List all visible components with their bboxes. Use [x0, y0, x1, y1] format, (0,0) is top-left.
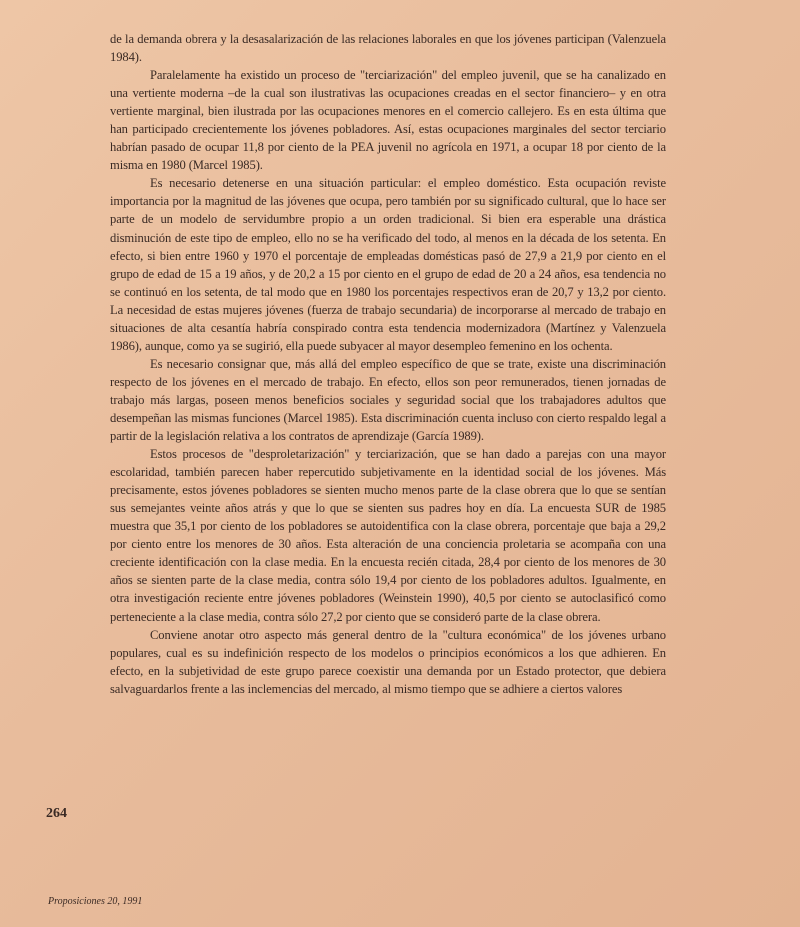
body-text — [110, 30, 666, 698]
paragraph: Estos procesos de "desproletarización" y terciarización, que se han dado a parejas con una mayor escolaridad, también parecen haber repercutido subjetivamente en la identidad social de los jóvenes. Más precisamente, estos jóvenes pobladores se sienten mucho menos parte de la clase obrera que lo que se sentían sus semejantes veinte años atrás y que lo que se sienten sus padres hoy en día. La encuesta SUR de 1985 muestra que 35,1 por ciento de los pobladores se autoidentifica con la clase obrera, porcentaje que baja a 29,2 por ciento entre los menores de 30 años. Esta alteración de una conciencia proletaria se acompaña con una creciente identificación con la clase media. En la encuesta recién citada, 28,4 por ciento de los menores de 30 años se sienten parte de la clase media, contra sólo 19,4 por ciento de los pobladores adultos. Igualmente, en otra investigación reciente entre jóvenes pobladores (Weinstein 1990), 40,5 por ciento se autoclasificó como perteneciente a la clase media, contra sólo 27,2 por ciento que se consideró parte de la clase obrera. — [110, 447, 666, 624]
page-number: 264 — [46, 806, 67, 821]
paragraph: Es necesario consignar que, más allá del empleo específico de que se trate, existe una discriminación respecto de los jóvenes en el mercado de trabajo. En efecto, ellos son peor remunerados, tienen jornadas de trabajo más largas, poseen menos beneficios sociales y seguridad social que los trabajadores adultos que desempeñan las mismas funciones (Marcel 1985). Esta discriminación cuenta incluso con cierto respaldo legal a partir de la legislación relativa a los contratos de aprendizaje (García 1989). — [110, 356, 666, 444]
paragraph: Es necesario detenerse en una situación particular: el empleo doméstico. Esta ocupación reviste importancia por la magnitud de las jóvenes que ocupa, pero también por su significado cultural, que lo hace ser parte de un modelo de servidumbre propio a un orden tradicional. Si bien era esperable una drástica disminución de este tipo de empleo, ello no se ha verificado del todo, al menos en la década de los setenta. En efecto, si bien entre 1960 y 1970 el porcentaje de empleadas domésticas pasó de 27,9 a 21,9 por ciento en el grupo de edad de 15 a 19 años, y de 20,2 a 15 por ciento en el grupo de edad de 20 a 24 años, esa tendencia no se continuó en los setenta, de tal modo que en 1980 los porcentajes respectivos eran de 20,7 y 13,2 por ciento. La necesidad de estas mujeres jóvenes (fuerza de trabajo secundaria) de incorporarse al mercado de trabajo en situaciones de alta cesantía habría conspirado contra esta tendencia modernizadora (Martínez y Valenzuela 1986), aunque, como ya se sugirió, ella puede subyacer al mayor desempleo femenino en los ochenta. — [110, 176, 666, 353]
footer-citation: Proposiciones 20, 1991 — [48, 896, 143, 907]
paragraph: Conviene anotar otro aspecto más general dentro de la "cultura económica" de los jóvenes urbano populares, cual es su indefinición respecto de los modelos o principios económicos a los que adhieren. En efecto, en la subjetividad de este grupo parece coexistir una demanda por un Estado protector, que debiera salvaguardarlos frente a las inclemencias del mercado, al mismo tiempo que se adhiere a ciertos valores — [110, 627, 666, 696]
paragraph: de la demanda obrera y la desasalarización de las relaciones laborales en que los jóvenes participan (Valenzuela 1984). — [110, 32, 666, 65]
paragraph: Paralelamente ha existido un proceso de "terciarización" del empleo juvenil, que se ha canalizado en una vertiente moderna –de la cual son ilustrativas las ocupaciones creadas en el sector financiero– y en otra vertiente marginal, bien ilustrada por las ocupaciones menores en el comercio callejero. Es en esta última que han participado crecientemente los jóvenes pobladores. Así, estas ocupaciones marginales del sector terciario habrían pasado de ocupar 11,8 por ciento de la PEA juvenil no agrícola en 1971, a ocupar 18 por ciento de la misma en 1980 (Marcel 1985). — [110, 68, 666, 173]
